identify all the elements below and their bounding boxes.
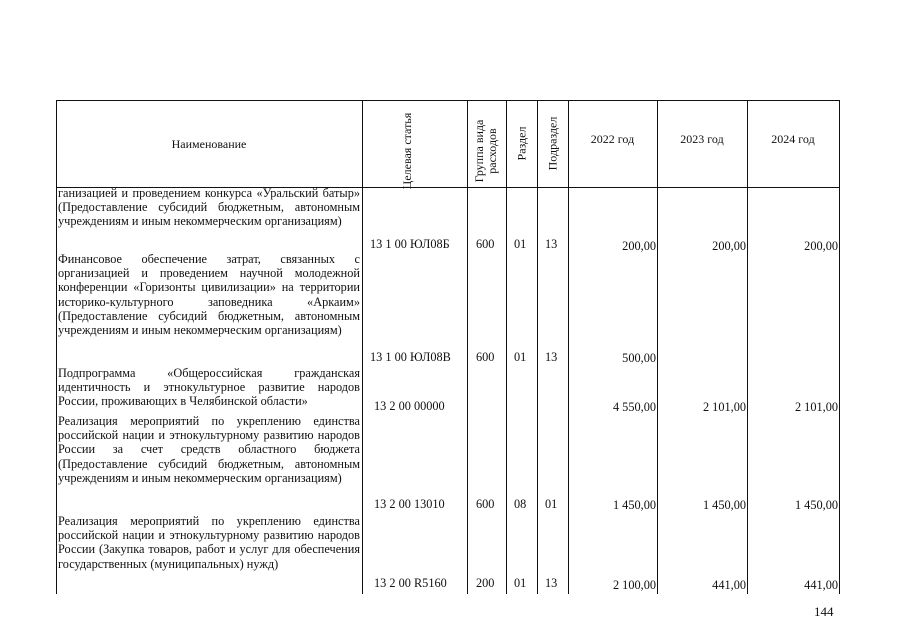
col-divider <box>537 100 538 594</box>
row-subsection: 13 <box>545 576 558 590</box>
row-code: 13 2 00 00000 <box>374 399 445 413</box>
row-group: 600 <box>476 497 495 511</box>
row-value-2022: 500,00 <box>622 351 656 365</box>
col-divider <box>839 100 840 594</box>
row-subsection: 01 <box>545 497 558 511</box>
row-name: Реализация мероприятий по укреплению единства российской нации и этнокультурному развитию народов России за счет средств областного бюджета (Предоставление субсидий бюджетным, автономным учреждениям и иным некоммерческим организациям) <box>58 414 360 485</box>
col-divider <box>56 100 57 594</box>
header-section: Раздел <box>514 126 529 161</box>
row-value-2024: 441,00 <box>804 578 838 592</box>
row-value-2023: 2 101,00 <box>702 400 746 414</box>
header-target: Целевая статья <box>400 112 414 190</box>
header-subsection: Подраздел <box>545 116 560 171</box>
page-number: 144 <box>814 604 834 619</box>
row-value-2023: 1 450,00 <box>702 498 746 512</box>
row-group: 600 <box>476 350 495 364</box>
row-group: 200 <box>476 576 495 590</box>
budget-table <box>56 100 840 594</box>
row-section: 08 <box>514 497 527 511</box>
header-2023: 2023 год <box>680 132 724 146</box>
col-divider <box>467 100 468 594</box>
row-name: Реализация мероприятий по укреплению единства российской нации и этнокультурному развитию народов России (Закупка товаров, работ и услуг для обеспечения государственных (муниципальных) нужд) <box>58 514 360 571</box>
row-section: 01 <box>514 576 527 590</box>
col-divider <box>506 100 507 594</box>
row-subsection: 13 <box>545 237 558 251</box>
col-divider <box>657 100 658 594</box>
row-value-2022: 2 100,00 <box>612 578 656 592</box>
row-name: Подпрограмма «Общероссийская гражданская идентичность и этнокультурное развитие народов России, проживающих в Челябинской области» <box>58 366 360 409</box>
header-expense-group: Группа вида расходов <box>472 119 499 183</box>
row-value-2024: 1 450,00 <box>794 498 838 512</box>
col-divider <box>747 100 748 594</box>
row-value-2024: 2 101,00 <box>794 400 838 414</box>
col-divider <box>362 100 363 594</box>
table-top-border <box>56 100 840 101</box>
header-name: Наименование <box>171 137 247 151</box>
row-name: Финансовое обеспечение затрат, связанных с организацией и проведением научной молодежной конференции «Горизонты цивилизации» на территории историко-культурного заповедника «Аркаим» (Предоставление субсидий бюджетным, автономным учреждениям и иным некоммерческим организациям) <box>58 252 360 338</box>
row-value-2022: 4 550,00 <box>612 400 656 414</box>
row-value-2022: 200,00 <box>622 239 656 253</box>
row-code: 13 2 00 13010 <box>374 497 445 511</box>
row-code: 13 2 00 R5160 <box>374 576 447 590</box>
row-value-2023: 441,00 <box>712 578 746 592</box>
header-2022: 2022 год <box>590 132 635 146</box>
row-value-2024: 200,00 <box>804 239 838 253</box>
row-section: 01 <box>514 350 527 364</box>
row-value-2022: 1 450,00 <box>612 498 656 512</box>
row-name: ганизацией и проведением конкурса «Уральский батыр» (Предоставление субсидий бюджетным, автономным учреждениям и иным некоммерческим организациям) <box>58 186 360 229</box>
row-code: 13 1 00 ЮЛ08В <box>370 350 451 364</box>
header-2024: 2024 год <box>771 132 815 146</box>
row-section: 01 <box>514 237 527 251</box>
col-divider <box>568 100 569 594</box>
row-subsection: 13 <box>545 350 558 364</box>
row-code: 13 1 00 ЮЛ08Б <box>370 237 450 251</box>
row-group: 600 <box>476 237 495 251</box>
row-value-2023: 200,00 <box>712 239 746 253</box>
